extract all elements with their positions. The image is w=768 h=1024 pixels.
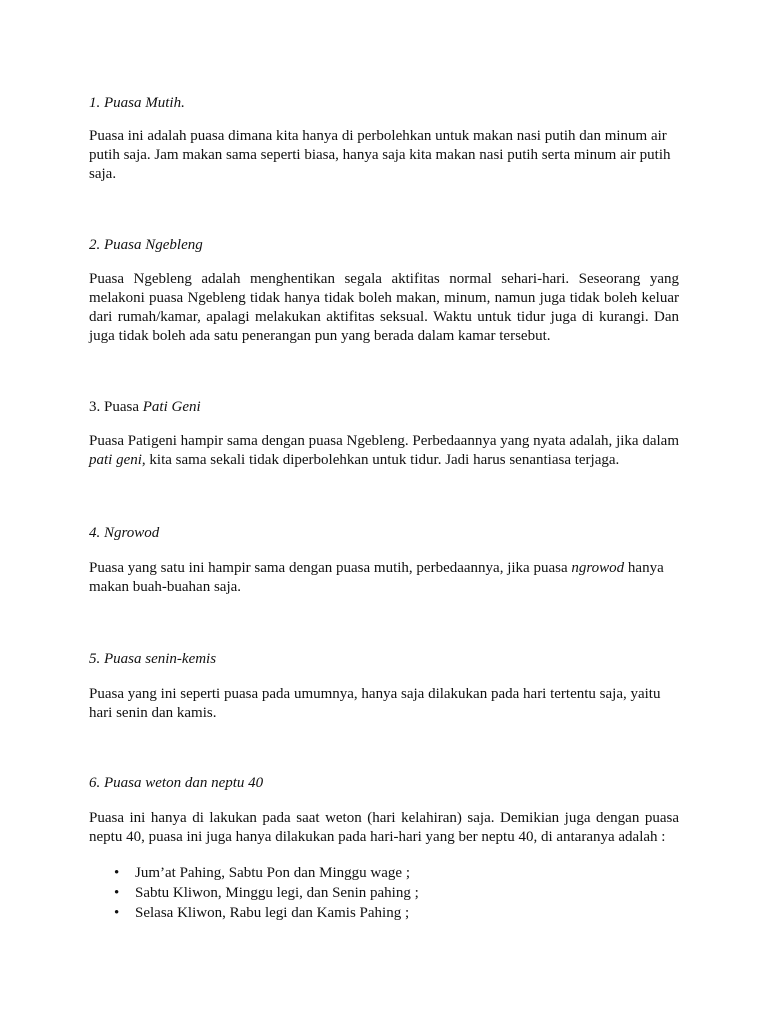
section-1-number: 1. [89,95,104,111]
section-5-number: 5. [89,651,104,667]
section-5-title: Puasa senin-kemis [104,651,217,667]
section-4-paragraph [89,559,679,597]
section-1-paragraph: Puasa ini adalah puasa dimana kita hanya di perbolehkan untuk makan nasi putih dan minum air putih saja. Jam makan sama seperti biasa, hanya saja kita makan nasi putih serta minum air putih saja. [89,128,671,182]
section-3-text-a: Puasa Patigeni hampir sama dengan puasa Ngebleng. Perbedaannya yang nyata adalah, jika dalam [89,433,679,449]
section-3-heading [89,398,201,417]
section-2-number: 2. [89,237,104,253]
neptu-day-list [89,864,679,924]
section-6-heading [89,774,263,793]
section-6-title: Puasa weton dan neptu 40 [104,775,264,791]
section-3-paragraph [89,432,679,470]
list-item [89,904,679,924]
list-item-text: Sabtu Kliwon, Minggu legi, dan Senin pahing ; [135,885,419,901]
section-6-number: 6. [89,775,104,791]
list-item [89,884,679,904]
section-4-italic-term: ngrowod [571,560,625,576]
section-5-heading [89,650,216,669]
section-3-title: Pati Geni [142,399,201,415]
section-3-number: 3. Puasa [89,399,143,415]
section-3-italic-term: pati geni [89,452,142,468]
list-item-text: Selasa Kliwon, Rabu legi dan Kamis Pahing ; [135,905,410,921]
section-4-heading [89,524,159,543]
section-2-heading [89,236,203,255]
bullet-icon: • [114,885,120,901]
section-5-paragraph: Puasa yang ini seperti puasa pada umumnya, hanya saja dilakukan pada hari tertentu saja, yaitu hari senin dan kamis. [89,686,661,721]
list-item [89,864,679,884]
bullet-icon: • [114,905,120,921]
section-2-paragraph: Puasa Ngebleng adalah menghentikan segala aktifitas normal sehari-hari. Seseorang yang melakoni puasa Ngebleng tidak hanya tidak boleh makan, minum, namun juga tidak boleh keluar dari rumah/kamar, apalagi melakukan aktifitas seksual. Waktu untuk tidur juga di kurangi. Dan juga tidak boleh ada satu penerangan pun yang berada dalam kamar tersebut. [89,271,679,344]
section-1-heading [89,94,185,113]
section-4-text-a: Puasa yang satu ini hampir sama dengan puasa mutih, perbedaannya, jika puasa [89,560,572,576]
section-3-text-b: , kita sama sekali tidak diperbolehkan untuk tidur. Jadi harus senantiasa terjaga. [141,452,620,468]
section-6-paragraph: Puasa ini hanya di lakukan pada saat weton (hari kelahiran) saja. Demikian juga dengan puasa neptu 40, puasa ini juga hanya dilakukan pada hari-hari yang ber neptu 40, di antaranya adalah : [89,810,679,845]
section-1-title: Puasa Mutih. [104,95,185,111]
section-4-title: Ngrowod [104,525,160,541]
section-4-number: 4. [89,525,104,541]
section-2-title: Puasa Ngebleng [104,237,203,253]
bullet-icon: • [114,865,120,881]
list-item-text: Jum’at Pahing, Sabtu Pon dan Minggu wage ; [135,865,410,881]
section-4-text-b: hanya makan buah-buahan saja. [89,560,664,595]
